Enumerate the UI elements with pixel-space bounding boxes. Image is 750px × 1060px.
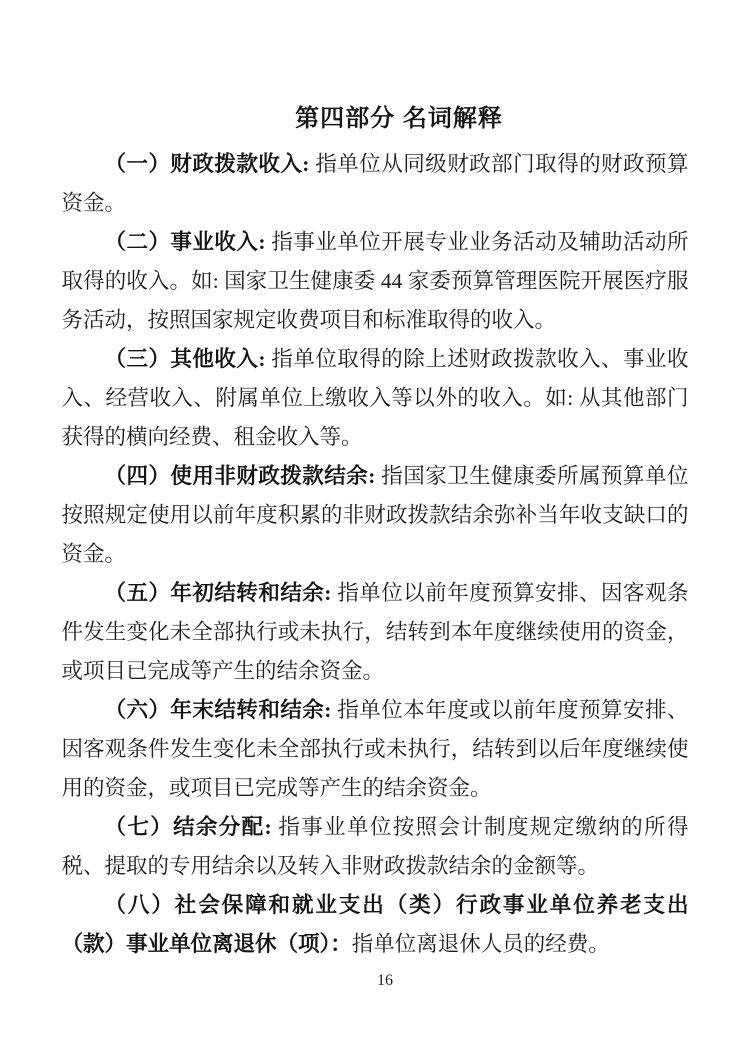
definition-paragraph <box>62 574 689 691</box>
page-title: 第四部分 名词解释 <box>295 105 503 132</box>
definition-text: 指事业单位开展专业业务活动及辅助活动所取得的收入。如: 国家卫生健康委 44 家委预算管理医院开展医疗服务活动，按照国家规定收费项目和标准取得的收入。 <box>61 230 689 332</box>
term-label: （二）事业收入: <box>104 230 272 254</box>
definition-paragraph <box>62 808 689 886</box>
term-label: （四）使用非财政拨款结余: <box>104 464 382 488</box>
definition-paragraph <box>62 886 689 964</box>
definition-paragraph <box>62 223 689 340</box>
definition-text: 指单位离退休人员的经费。 <box>351 932 610 956</box>
term-label: （八）社会保障和就业支出（类）行政事业单位养老支出（款）事业单位离退休（项）： <box>61 893 689 956</box>
definition-text: 指单位取得的除上述财政拨款收入、事业收入、经营收入、附属单位上缴收入等以外的收入。如: 从其他部门获得的横向经费、租金收入等。 <box>61 347 689 449</box>
definition-text: 指事业单位按照会计制度规定缴纳的所得税、提取的专用结余以及转入非财政拨款结余的金额等。 <box>61 815 689 878</box>
definition-text: 指单位本年度或以前年度预算安排、因客观条件发生变化未全部执行或未执行，结转到以后年度继续使用的资金，或项目已完成等产生的结余资金。 <box>61 698 689 800</box>
definition-paragraph <box>62 340 689 457</box>
term-label: （五）年初结转和结余: <box>104 581 338 605</box>
document-body <box>62 145 689 964</box>
definition-text: 指单位以前年度预算安排、因客观条件发生变化未全部执行或未执行，结转到本年度继续使用的资金，或项目已完成等产生的结余资金。 <box>61 581 689 683</box>
term-label: （七）结余分配: <box>104 815 279 839</box>
definition-text: 指单位从同级财政部门取得的财政预算资金。 <box>61 152 689 215</box>
term-label: （三）其他收入: <box>104 347 272 371</box>
term-label: （六）年末结转和结余: <box>104 698 338 722</box>
definition-paragraph <box>62 457 689 574</box>
definition-paragraph <box>62 145 689 223</box>
page-number: 16 <box>377 972 393 989</box>
term-label: （一）财政拨款收入: <box>104 152 316 176</box>
definition-paragraph <box>62 691 689 808</box>
definition-text: 指国家卫生健康委所属预算单位按照规定使用以前年度积累的非财政拨款结余弥补当年收支缺口的资金。 <box>61 464 689 566</box>
